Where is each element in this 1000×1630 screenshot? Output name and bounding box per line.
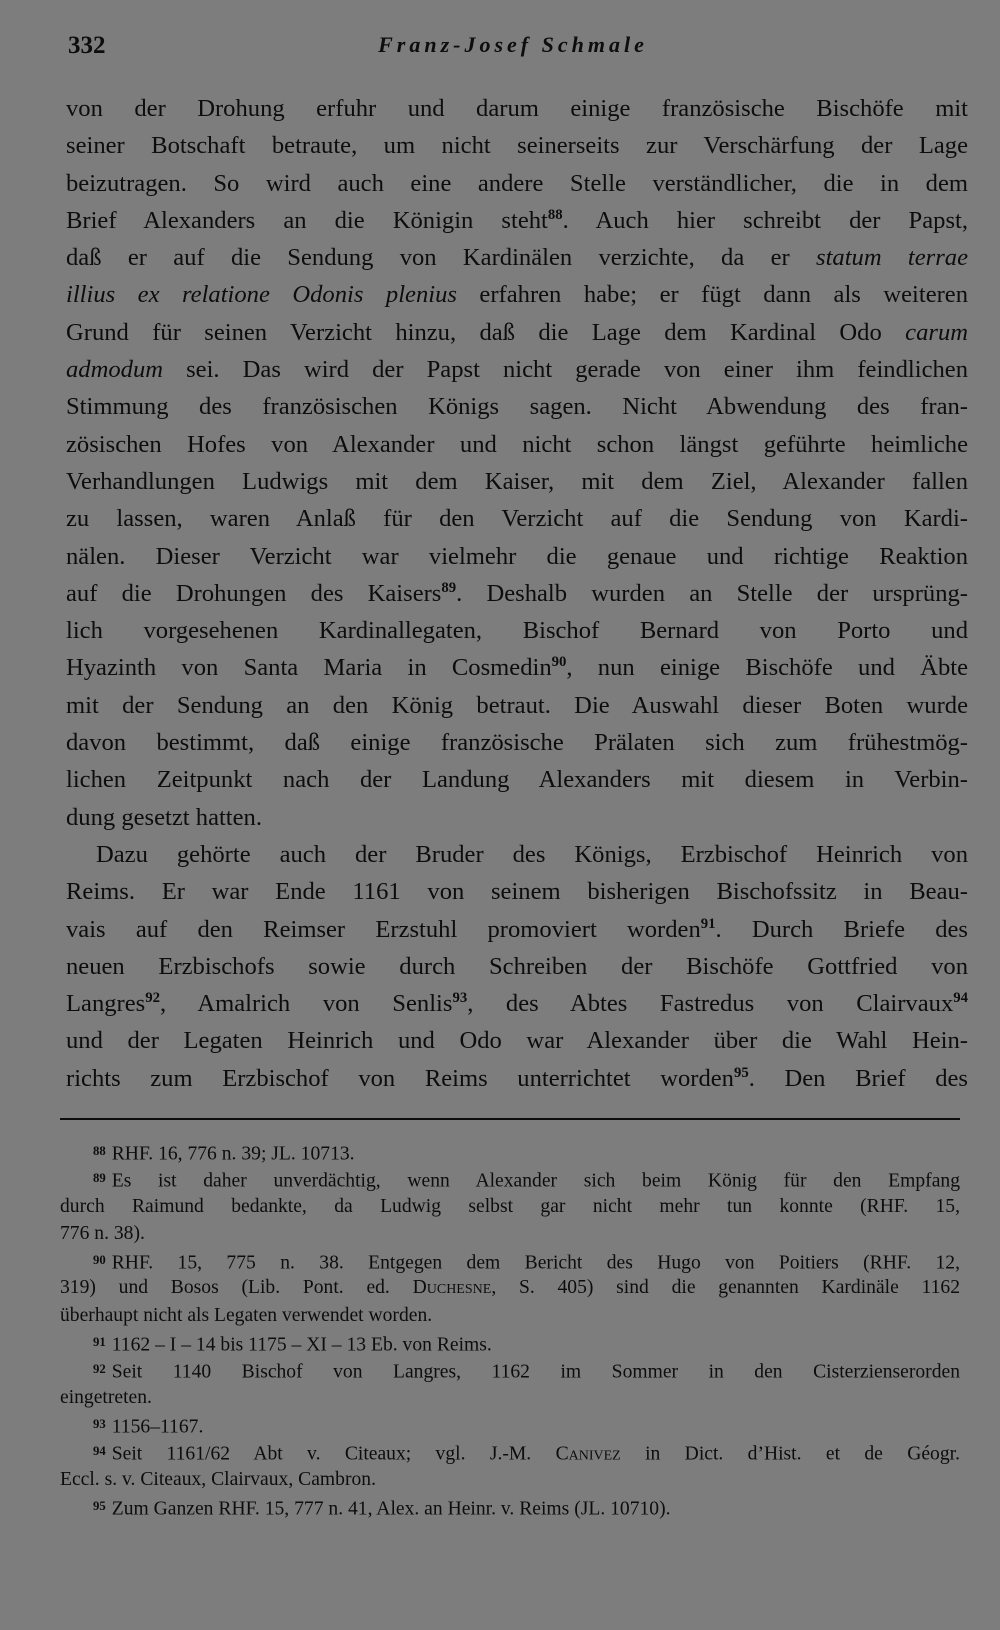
text-line: Reims. Er war Ende 1161 von seinem bisherigen Bischofssitz in Beau-	[66, 878, 968, 906]
body-text	[66, 90, 968, 1097]
text-line: Stimmung des französischen Königs sagen. Nicht Abwendung des fran-	[66, 393, 968, 421]
text-line: Verhandlungen Ludwigs mit dem Kaiser, mit dem Ziel, Alexander fallen	[66, 467, 968, 495]
text-line: Langres$^{92}$, Amalrich von Senlis$^{93}$, des Abtes Fastredus von Clairvaux$^{94}$	[66, 990, 968, 1018]
footnote-line: überhaupt nicht als Legaten verwendet worden.	[60, 1304, 433, 1326]
footnote-line: 776 n. 38).	[60, 1222, 145, 1244]
text-line: Brief Alexanders an die Königin steht$^{88}$. Auch hier schreibt der Papst,	[66, 206, 968, 234]
footnote-ref: 90	[551, 654, 567, 671]
text-line: auf die Drohungen des Kaisers$^{89}$. Deshalb wurden an Stelle der ursprüng-	[66, 579, 969, 607]
text-line: richts zum Erzbischof von Reims unterrichtet worden$^{95}$. Den Brief des	[66, 1064, 968, 1092]
footnote-ref: 88	[547, 207, 563, 224]
text-line: Hyazinth von Santa Maria in Cosmedin$^{90}$, nun einige Bischöfe und Äbte	[66, 654, 968, 682]
footnote-90: $^{90}$ RHF. 15, 775 n. 38. Entgegen dem Bericht des Hugo von Poitiers (RHF. 12,	[93, 1252, 960, 1274]
text-line: illius ex relatione Odonis plenius erfahren habe; er fügt dann als weiteren	[66, 281, 969, 309]
text-line: seiner Botschaft betraute, um nicht seinerseits zur Verschärfung der Lage	[66, 132, 968, 160]
text-line: neuen Erzbischofs sowie durch Schreiben der Bischöfe Gottfried von	[66, 952, 968, 980]
text-line: davon bestimmt, daß einige französische Prälaten sich zum frühestmög-	[66, 729, 968, 757]
footnote-line: durch Raimund bedankte, da Ludwig selbst gar nicht mehr tun konnte (RHF. 15,	[60, 1195, 960, 1217]
text-line: mit der Sendung an den König betraut. Die Auswahl dieser Boten wurde	[66, 691, 968, 719]
footnote-95: $^{95}$ Zum Ganzen RHF. 15, 777 n. 41, Alex. an Heinr. v. Reims (JL. 10710).	[93, 1498, 671, 1520]
text-line: Grund für seinen Verzicht hinzu, daß die Lage dem Kardinal Odo carum	[66, 318, 968, 346]
page-number: 332	[68, 32, 106, 59]
footnote-ref: 95	[733, 1064, 749, 1081]
text-line: dung gesetzt hatten.	[66, 803, 263, 831]
text-line: zu lassen, waren Anlaß für den Verzicht auf die Sendung von Kardi-	[66, 505, 968, 533]
footnote-line: 319) und Bosos (Lib. Pont. ed. Duchesne, S. 405) sind die genannten Kardinäle 1162	[60, 1277, 961, 1299]
footnote-93: $^{93}$ 1156–1167.	[93, 1416, 204, 1438]
footnote-91: $^{91}$ 1162 – I – 14 bis 1175 – XI – 13 Eb. von Reims.	[93, 1334, 492, 1356]
footnote-92: $^{92}$ Seit 1140 Bischof von Langres, 1162 im Sommer in den Cisterzienserorden	[93, 1361, 960, 1383]
footnote-ref: 92	[145, 990, 160, 1007]
footnote-ref: 91	[700, 915, 716, 932]
footnote-line: Eccl. s. v. Citeaux, Clairvaux, Cambron.	[60, 1468, 376, 1490]
text-line: beizutragen. So wird auch eine andere Stelle verständlicher, die in dem	[66, 169, 968, 197]
text-line: daß er auf die Sendung von Kardinälen verzichte, da er statum terrae	[66, 244, 969, 272]
text-line: vais auf den Reimser Erzstuhl promoviert worden$^{91}$. Durch Briefe des	[66, 915, 968, 943]
footnote-ref: 93	[452, 990, 468, 1007]
running-title: Franz-Josef Schmale	[378, 32, 648, 57]
footnote-line: eingetreten.	[60, 1386, 152, 1408]
text-line: und der Legaten Heinrich und Odo war Alexander über die Wahl Hein-	[66, 1027, 968, 1055]
footnote-divider	[60, 1118, 960, 1120]
text-line: Dazu gehörte auch der Bruder des Königs, Erzbischof Heinrich von	[96, 840, 968, 868]
text-line: zösischen Hofes von Alexander und nicht schon längst geführte heimliche	[66, 430, 968, 458]
footnote-89: $^{89}$ Es ist daher unverdächtig, wenn Alexander sich beim König für den Empfang	[93, 1170, 960, 1192]
text-line: von der Drohung erfuhr und darum einige französische Bischöfe mit	[66, 95, 968, 122]
footnote-88: $^{88}$ RHF. 16, 776 n. 39; JL. 10713.	[93, 1143, 355, 1165]
footnotes	[60, 1138, 960, 1520]
text-line: admodum sei. Das wird der Papst nicht gerade von einer ihm feindlichen	[66, 356, 968, 384]
text-line: nälen. Dieser Verzicht war vielmehr die genaue und richtige Reaktion	[66, 542, 968, 570]
footnote-94: $^{94}$ Seit 1161/62 Abt v. Citeaux; vgl. J.-M. Canivez in Dict. d’Hist. et de Géogr.	[93, 1443, 960, 1465]
text-line: lich vorgesehenen Kardinallegaten, Bischof Bernard von Porto und	[66, 617, 968, 645]
footnote-ref: 89	[441, 580, 457, 597]
page-header	[68, 32, 958, 62]
footnote-ref: 94	[953, 990, 968, 1007]
text-line: lichen Zeitpunkt nach der Landung Alexanders mit diesem in Verbin-	[66, 766, 968, 794]
